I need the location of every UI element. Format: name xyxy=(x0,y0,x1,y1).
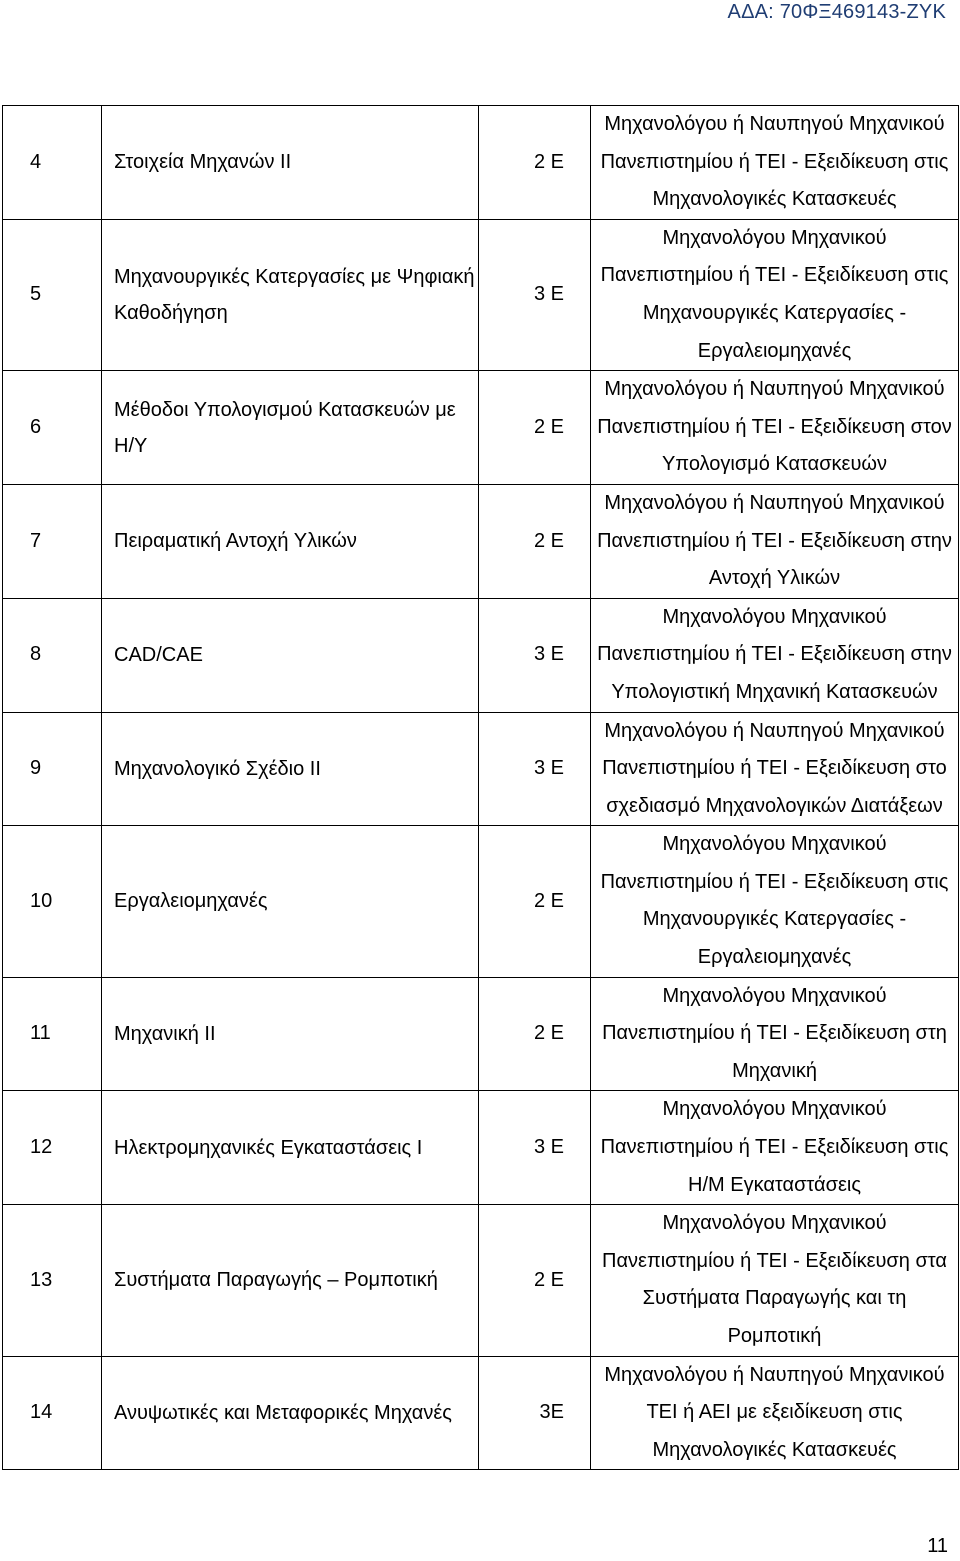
course-hours: 2 Ε xyxy=(479,1205,591,1356)
table-row xyxy=(3,1356,959,1470)
qualification-line: Πανεπιστημίου ή ΤΕΙ - Εξειδίκευση στα xyxy=(602,1249,947,1272)
course-title: Μηχανική ΙΙ xyxy=(102,977,479,1091)
qualification-line: Αντοχή Υλικών xyxy=(708,567,841,590)
course-number: 13 xyxy=(3,1205,102,1356)
course-title: Ανυψωτικές και Μεταφορικές Μηχανές xyxy=(102,1356,479,1470)
page-number: 11 xyxy=(927,1535,948,1557)
qualification-line: Πανεπιστημίου ή ΤΕΙ - Εξειδίκευση στις xyxy=(600,264,949,287)
table-row xyxy=(3,371,959,485)
qualification-line: Πανεπιστημίου ή ΤΕΙ - Εξειδίκευση στην xyxy=(597,529,952,552)
course-hours: 3 Ε xyxy=(479,712,591,826)
required-qualification xyxy=(591,484,959,598)
course-hours: 2 Ε xyxy=(479,371,591,485)
course-number: 8 xyxy=(3,598,102,712)
course-number: 12 xyxy=(3,1091,102,1205)
course-number: 5 xyxy=(3,219,102,370)
course-hours: 3 Ε xyxy=(479,219,591,370)
table-row xyxy=(3,598,959,712)
course-number: 9 xyxy=(3,712,102,826)
qualification-line: Πανεπιστημίου ή ΤΕΙ - Εξειδίκευση στις xyxy=(600,150,949,173)
table-row xyxy=(3,826,959,977)
qualification-line: Μηχανολόγου ή Ναυπηγού Μηχανικού xyxy=(604,378,945,401)
course-title: Μηχανολογικό Σχέδιο ΙΙ xyxy=(102,712,479,826)
qualification-line: Μηχανολόγου Μηχανικού xyxy=(662,984,887,1007)
course-number: 6 xyxy=(3,371,102,485)
required-qualification xyxy=(591,712,959,826)
qualification-line: Μηχανολόγου Μηχανικού xyxy=(662,226,887,249)
table-row xyxy=(3,1091,959,1205)
qualification-line: Πανεπιστημίου ή ΤΕΙ - Εξειδίκευση στο xyxy=(602,757,947,780)
qualification-line: Μηχανολογικές Κατασκευές xyxy=(652,1438,897,1461)
table-row xyxy=(3,484,959,598)
qualification-line: Εργαλειομηχανές xyxy=(697,339,852,362)
course-hours: 3 Ε xyxy=(479,1091,591,1205)
required-qualification xyxy=(591,106,959,220)
courses-table xyxy=(2,105,959,1470)
qualification-line: Υπολογιστική Μηχανική Κατασκευών xyxy=(611,680,938,703)
qualification-line: ΤΕΙ ή ΑΕΙ με εξειδίκευση στις xyxy=(646,1401,903,1424)
qualification-line: Μηχανολόγου Μηχανικού xyxy=(662,1098,887,1121)
qualification-line: Πανεπιστημίου ή ΤΕΙ - Εξειδίκευση στις xyxy=(600,870,949,893)
course-number: 14 xyxy=(3,1356,102,1470)
course-number: 11 xyxy=(3,977,102,1091)
table-row xyxy=(3,219,959,370)
qualification-line: Μηχανική xyxy=(732,1059,817,1082)
table-row xyxy=(3,712,959,826)
qualification-line: Μηχανολόγου ή Ναυπηγού Μηχανικού xyxy=(604,113,945,135)
course-hours: 2 Ε xyxy=(479,826,591,977)
required-qualification xyxy=(591,977,959,1091)
qualification-line: Μηχανουργικές Κατεργασίες - xyxy=(642,301,907,324)
course-number: 7 xyxy=(3,484,102,598)
required-qualification xyxy=(591,371,959,485)
course-title: Στοιχεία Μηχανών ΙΙ xyxy=(102,106,479,220)
table-row xyxy=(3,106,959,220)
qualification-line: Η/Μ Εγκαταστάσεις xyxy=(688,1173,861,1196)
qualification-line: Πανεπιστημίου ή ΤΕΙ - Εξειδίκευση στην xyxy=(597,643,952,666)
qualification-line: Πανεπιστημίου ή ΤΕΙ - Εξειδίκευση στον xyxy=(597,415,952,438)
course-hours: 3 Ε xyxy=(479,598,591,712)
qualification-line: Μηχανολογικές Κατασκευές xyxy=(652,188,897,211)
qualification-line: Μηχανουργικές Κατεργασίες - xyxy=(642,908,907,931)
required-qualification xyxy=(591,1356,959,1470)
qualification-line: Υπολογισμό Κατασκευών xyxy=(661,453,888,476)
qualification-line: Μηχανολόγου ή Ναυπηγού Μηχανικού xyxy=(604,719,945,742)
required-qualification xyxy=(591,826,959,977)
qualification-line: Μηχανολόγου ή Ναυπηγού Μηχανικού xyxy=(604,1363,945,1386)
table-row xyxy=(3,1205,959,1356)
ada-header: ΑΔΑ: 70ΦΞ469143-ΖΥΚ xyxy=(727,1,946,23)
course-title: Πειραματική Αντοχή Υλικών xyxy=(102,484,479,598)
qualification-line: Ρομποτική xyxy=(727,1325,822,1347)
course-hours: 2 Ε xyxy=(479,106,591,220)
qualification-line: Μηχανολόγου Μηχανικού xyxy=(662,1212,887,1235)
course-title: CAD/CAE xyxy=(102,598,479,712)
qualification-line: Συστήματα Παραγωγής και τη xyxy=(642,1287,907,1310)
qualification-line: Μηχανολόγου ή Ναυπηγού Μηχανικού xyxy=(604,491,945,514)
course-number: 4 xyxy=(3,106,102,220)
table-row xyxy=(3,977,959,1091)
qualification-line: σχεδιασμό Μηχανολογικών Διατάξεων xyxy=(606,794,943,817)
course-hours: 2 Ε xyxy=(479,977,591,1091)
required-qualification xyxy=(591,219,959,370)
qualification-line: Μηχανολόγου Μηχανικού xyxy=(662,833,887,856)
qualification-line: Πανεπιστημίου ή ΤΕΙ - Εξειδίκευση στη xyxy=(602,1022,947,1045)
required-qualification xyxy=(591,598,959,712)
qualification-line: Πανεπιστημίου ή ΤΕΙ - Εξειδίκευση στις xyxy=(600,1136,949,1159)
course-title: Ηλεκτρομηχανικές Εγκαταστάσεις Ι xyxy=(102,1091,479,1205)
course-title: Μηχανουργικές Κατεργασίες με Ψηφιακή Καθοδήγηση xyxy=(102,219,479,370)
required-qualification xyxy=(591,1205,959,1356)
course-hours: 3Ε xyxy=(479,1356,591,1470)
required-qualification xyxy=(591,1091,959,1205)
course-number: 10 xyxy=(3,826,102,977)
qualification-line: Εργαλειομηχανές xyxy=(697,946,852,969)
course-title: Μέθοδοι Υπολογισμού Κατασκευών με Η/Υ xyxy=(102,371,479,485)
qualification-line: Μηχανολόγου Μηχανικού xyxy=(662,605,887,628)
course-hours: 2 Ε xyxy=(479,484,591,598)
courses-table-body xyxy=(3,106,959,1470)
course-title: Συστήματα Παραγωγής – Ρομποτική xyxy=(102,1205,479,1356)
course-title: Εργαλειομηχανές xyxy=(102,826,479,977)
